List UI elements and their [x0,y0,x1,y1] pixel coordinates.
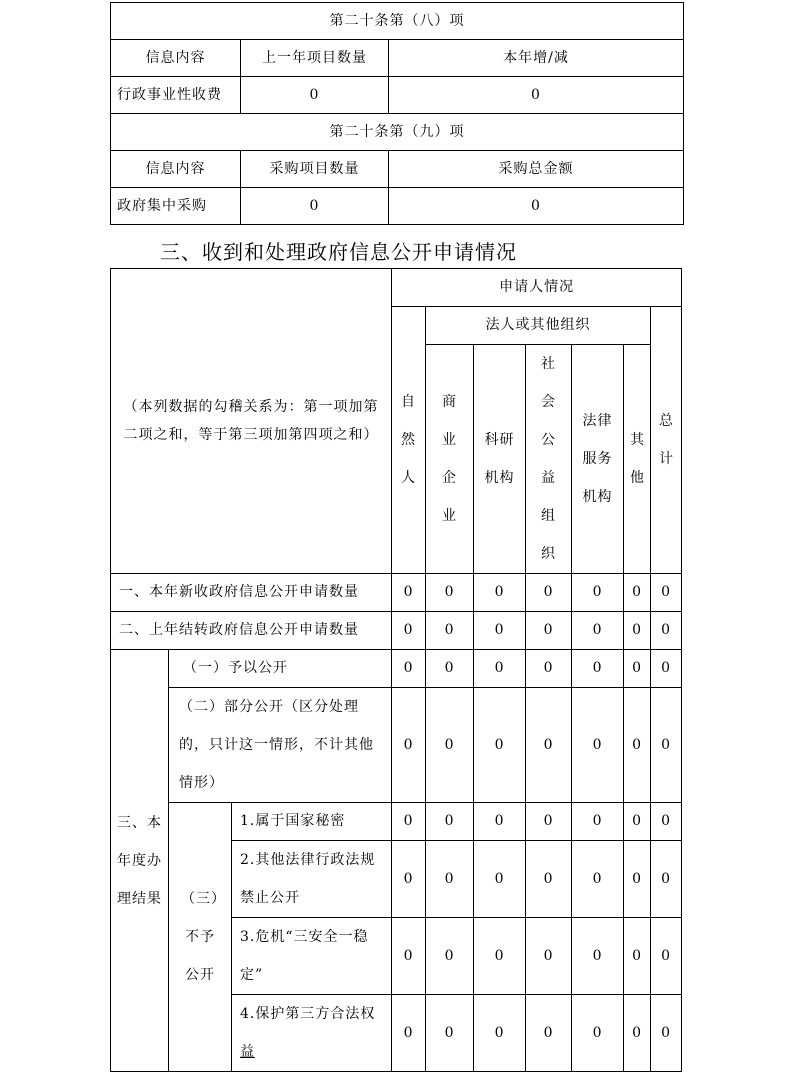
group-label-not-disclosed: （三）不予公开 [169,803,232,1072]
cell-value: 0 [474,574,526,612]
cell-value: 0 [651,995,682,1072]
header-change: 本年增/减 [389,40,684,77]
cell-value: 0 [651,803,682,841]
cell-value: 0 [651,841,682,918]
cell-value: 0 [624,574,651,612]
header-public-welfare: 社会公益组织 [526,345,572,574]
cell-value: 0 [526,574,572,612]
row-label-procurement: 政府集中采购 [111,188,241,225]
cell-value: 0 [624,803,651,841]
cell-value: 0 [572,612,624,650]
row-label-new: 一、本年新收政府信息公开申请数量 [111,574,392,612]
header-research: 科研机构 [474,345,526,574]
row-label-partial: （二）部分公开（区分处理的，只计这一情形，不计其他情形） [169,688,392,803]
cell-value: 0 [392,650,426,688]
cell-value: 0 [651,612,682,650]
row-label-carryover: 二、上年结转政府信息公开申请数量 [111,612,392,650]
cell-value: 0 [474,650,526,688]
row-label-third-party-text: 4.保护第三方合法权 [240,1006,376,1022]
header-other: 其他 [624,345,651,574]
cell-value: 0 [572,918,624,995]
row-label-security-stability: 3.危机“三安全一稳定” [232,918,392,995]
header-business: 商业企业 [426,345,474,574]
cell-value: 0 [474,688,526,803]
cell-value: 0 [426,918,474,995]
cell-value: 0 [426,574,474,612]
section-title-9: 第二十条第（九）项 [111,114,684,151]
cell-value: 0 [572,650,624,688]
header-info-content: 信息内容 [111,151,241,188]
cell-value: 0 [241,188,389,225]
cell-value: 0 [526,841,572,918]
cell-value: 0 [426,688,474,803]
cell-value: 0 [389,188,684,225]
cell-value: 0 [526,612,572,650]
row-label-state-secret: 1.属于国家秘密 [232,803,392,841]
cell-value: 0 [624,688,651,803]
cell-value: 0 [572,803,624,841]
cell-value: 0 [572,995,624,1072]
cell-value: 0 [572,688,624,803]
cell-value: 0 [241,77,389,114]
header-info-content: 信息内容 [111,40,241,77]
cell-value: 0 [651,650,682,688]
cell-value: 0 [526,650,572,688]
cell-value: 0 [426,995,474,1072]
header-applicant: 申请人情况 [392,269,682,307]
header-natural-person: 自然人 [392,307,426,574]
cell-value: 0 [624,650,651,688]
cell-value: 0 [392,688,426,803]
cell-value: 0 [624,612,651,650]
cell-value: 0 [426,650,474,688]
cell-value: 0 [624,841,651,918]
cell-value: 0 [392,841,426,918]
section-title-8: 第二十条第（八）项 [111,3,684,40]
cell-value: 0 [426,803,474,841]
cell-value: 0 [389,77,684,114]
cell-value: 0 [392,612,426,650]
row-label-third-party-tail: 益 [240,1044,255,1060]
disclosure-table-1 [110,2,684,225]
note-cell: （本列数据的勾稽关系为：第一项加第二项之和，等于第三项加第四项之和） [111,269,392,574]
row-label-law-prohibited: 2.其他法律行政法规禁止公开 [232,841,392,918]
cell-value: 0 [426,612,474,650]
cell-value: 0 [526,803,572,841]
group-label-results: 三、本年度办理结果 [111,650,169,1072]
section-heading: 三、收到和处理政府信息公开申请情况 [160,240,517,264]
header-procurement-amount: 采购总金额 [389,151,684,188]
header-legal-service: 法律服务机构 [572,345,624,574]
cell-value: 0 [426,841,474,918]
cell-value: 0 [392,574,426,612]
cell-value: 0 [392,803,426,841]
cell-value: 0 [651,918,682,995]
cell-value: 0 [474,918,526,995]
application-table [110,268,682,1072]
cell-value: 0 [651,688,682,803]
cell-value: 0 [651,574,682,612]
cell-value: 0 [474,803,526,841]
cell-value: 0 [572,574,624,612]
cell-value: 0 [526,918,572,995]
header-procurement-count: 采购项目数量 [241,151,389,188]
cell-value: 0 [624,995,651,1072]
cell-value: 0 [526,995,572,1072]
cell-value: 0 [526,688,572,803]
cell-value: 0 [474,612,526,650]
header-last-year-count: 上一年项目数量 [241,40,389,77]
cell-value: 0 [474,995,526,1072]
header-total: 总计 [651,307,682,574]
cell-value: 0 [474,841,526,918]
row-label-disclosed: （一）予以公开 [169,650,392,688]
cell-value: 0 [392,995,426,1072]
row-label-third-party [232,995,392,1072]
cell-value: 0 [624,918,651,995]
row-label-fees: 行政事业性收费 [111,77,241,114]
header-legal-entities: 法人或其他组织 [426,307,651,345]
cell-value: 0 [392,918,426,995]
cell-value: 0 [572,841,624,918]
